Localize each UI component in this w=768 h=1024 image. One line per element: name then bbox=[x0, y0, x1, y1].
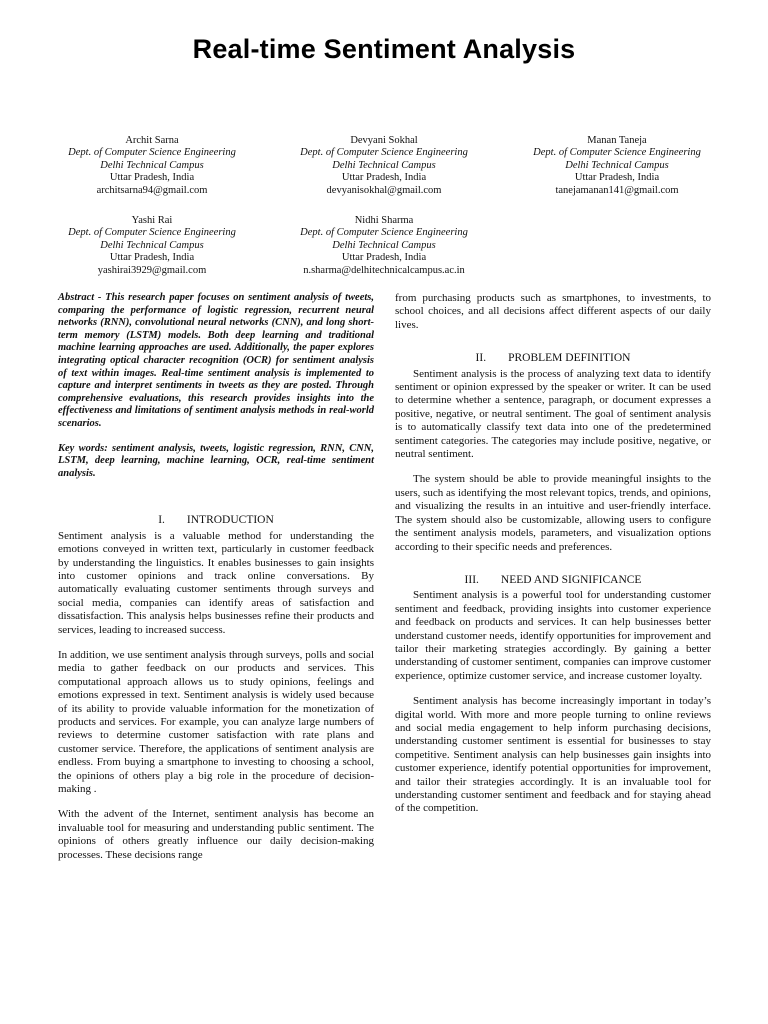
author-campus: Delhi Technical Campus bbox=[332, 159, 436, 171]
paragraph: from purchasing products such as smartphones, to investments, to school choices, and all decisions affect different aspects of our daily lives. bbox=[395, 292, 711, 331]
author-campus: Delhi Technical Campus bbox=[565, 159, 669, 171]
author-email: n.sharma@delhitechnicalcampus.ac.in bbox=[303, 264, 465, 276]
section-heading-problem-definition bbox=[395, 352, 711, 365]
paragraph: Sentiment analysis is a powerful tool for understanding customer sentiment and feedback, providing insights into customer experience and feedback on products and services. It can help businesses better understand customer needs, identify opportunities for improvement and tailor their marketing strategies accordingly. By gaining a better understanding of customer sentiment, companies can improve customer experience, optimize customer service, and increase customer loyalty. bbox=[395, 589, 711, 682]
author-block bbox=[269, 135, 499, 197]
author-campus: Delhi Technical Campus bbox=[100, 159, 204, 171]
abstract: Abstract - This research paper focuses on sentiment analysis of tweets, comparing the performance of logistic regression, recurrent neural networks (RNN), convolutional neural networks (CNN), and long short-term memory (LSTM) models. Both deep learning and traditional machine learning approaches are used. Additionally, the paper explores integrating optical character recognition (OCR) for sentiment analysis of text within images. Real-time sentiment analysis is implemented to capture and interpret sentiments in tweets as they are posted. Through comprehensive evaluations, this research provides insights into the effectiveness and limitations of sentiment analysis methods in real-world scenarios. bbox=[58, 292, 374, 429]
author-email: architsarna94@gmail.com bbox=[96, 184, 208, 196]
section-title: NEED AND SIGNIFICANCE bbox=[500, 573, 642, 586]
section-heading-need-and-significance bbox=[395, 574, 711, 587]
author-name: Nidhi Sharma bbox=[354, 215, 414, 226]
author-block bbox=[37, 135, 267, 197]
author-name: Manan Taneja bbox=[587, 135, 647, 146]
author-location: Uttar Pradesh, India bbox=[341, 172, 427, 184]
author-location: Uttar Pradesh, India bbox=[109, 172, 195, 184]
author-email: devyanisokhal@gmail.com bbox=[326, 184, 442, 196]
author-dept: Dept. of Computer Science Engineering bbox=[68, 147, 236, 159]
author-dept: Dept. of Computer Science Engineering bbox=[533, 147, 701, 159]
paragraph: Sentiment analysis is a valuable method for understanding the emotions conveyed in written text, particularly in customer feedback by understanding the linguistics. It enables businesses to gain insights into customer opinions and track online conversations. By automatically evaluating customer sentiments through surveys and social media, companies can identify areas of satisfaction and dissatisfaction. This analysis helps businesses refine their products and services, leading to increased success. bbox=[58, 529, 374, 636]
author-location: Uttar Pradesh, India bbox=[341, 252, 427, 264]
right-column bbox=[395, 292, 711, 816]
paragraph: Sentiment analysis has become increasingly important in today’s digital world. With more and more people turning to online reviews and social media engagement to help inform purchasing decisions, understanding customer sentiment is essential for businesses to stay competitive. Sentiment analysis can help businesses gain insights into customer experience, identify potential opportunities for improvement, and tailor their strategies accordingly. It is an invaluable tool for understanding customer sentiment and feedback and for staying ahead of the competition. bbox=[395, 695, 711, 815]
paragraph: In addition, we use sentiment analysis through surveys, polls and social media to gather feedback on our products and services. This computational approach allows us to study opinions, feelings and emotions expressed in text. Sentiment analysis is widely used because of its ability to provide valuable information for the monetization of products and services. For example, you can analyze large numbers of reviews to determine customer satisfaction with rate plans and customer service. Therefore, the applications of sentiment analysis are endless. From buying a smartphone to investing to choosing a school, the opinions of others play a big role in the procedure of decision-making . bbox=[58, 648, 374, 796]
section-title: INTRODUCTION bbox=[186, 514, 274, 527]
section-heading-introduction bbox=[58, 514, 374, 527]
section-number: III. bbox=[464, 573, 479, 586]
keywords: Key words: sentiment analysis, tweets, logistic regression, RNN, CNN, LSTM, deep learning, machine learning, OCR, real-time sentiment analysis. bbox=[58, 442, 374, 479]
author-name: Archit Sarna bbox=[125, 135, 179, 146]
author-block bbox=[37, 215, 267, 277]
author-email: yashirai3929@gmail.com bbox=[97, 264, 207, 276]
author-email: tanejamanan141@gmail.com bbox=[555, 184, 679, 196]
author-dept: Dept. of Computer Science Engineering bbox=[300, 147, 468, 159]
author-name: Yashi Rai bbox=[131, 215, 173, 226]
author-dept: Dept. of Computer Science Engineering bbox=[300, 227, 468, 239]
paragraph: The system should be able to provide meaningful insights to the users, such as identifying the most relevant topics, trends, and opinions, and visualizing the results in an intuitive and user-friendly interface. The system should also be customizable, allowing users to configure the sentiment analysis models, parameters, and visualization options according to their specific needs and preferences. bbox=[395, 473, 711, 553]
section-number: I. bbox=[158, 514, 165, 527]
section-title: PROBLEM DEFINITION bbox=[508, 352, 631, 365]
author-name: Devyani Sokhal bbox=[350, 135, 418, 146]
author-campus: Delhi Technical Campus bbox=[100, 239, 204, 251]
author-location: Uttar Pradesh, India bbox=[109, 252, 195, 264]
paragraph: With the advent of the Internet, sentiment analysis has become an invaluable tool for measuring and understanding public sentiment. The opinions of others greatly influence our daily decision-making processes. These decisions range bbox=[58, 808, 374, 861]
author-dept: Dept. of Computer Science Engineering bbox=[68, 227, 236, 239]
left-column bbox=[58, 292, 374, 862]
paragraph: Sentiment analysis is the process of analyzing text data to identify sentiment or opinion expressed by the speaker or writer. It can be used to determine whether a sentence, paragraph, or document expresses a positive, negative, or neutral sentiment. The goal of sentiment analysis is to automatically classify text data into one of the predetermined sentiment categories. The categories may include positive, negative, or neutral sentiment. bbox=[395, 367, 711, 461]
author-block bbox=[502, 135, 732, 197]
author-campus: Delhi Technical Campus bbox=[332, 239, 436, 251]
author-location: Uttar Pradesh, India bbox=[574, 172, 660, 184]
paper-title: Real-time Sentiment Analysis bbox=[192, 34, 576, 64]
section-number: II. bbox=[475, 352, 487, 365]
author-block bbox=[269, 215, 499, 277]
